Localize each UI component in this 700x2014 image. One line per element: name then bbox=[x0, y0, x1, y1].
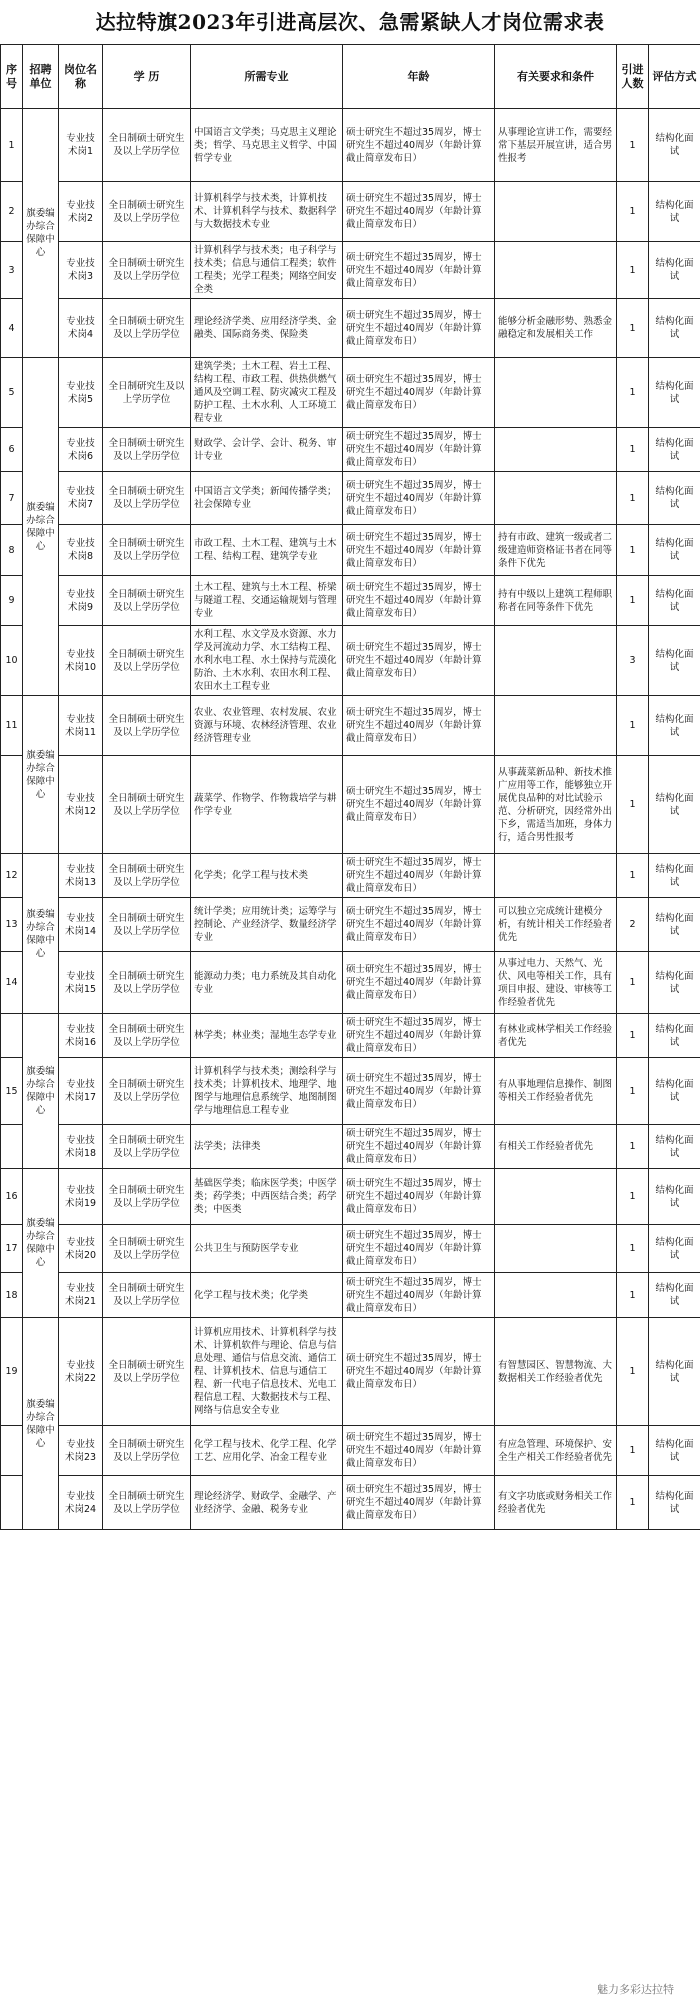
evaluation-method: 结构化面试 bbox=[649, 1169, 700, 1225]
evaluation-method: 结构化面试 bbox=[649, 696, 700, 756]
age-requirement: 硕士研究生不超过35周岁，博士研究生不超过40周岁（年龄计算截止简章发布日） bbox=[343, 952, 495, 1014]
other-requirements: 从事蔬菜新品种、新技术推广应用等工作，能够独立开展优良品种的对比试验示范、分析研究，因经常外出下乡，需适当加班，身体力行，适合男性报考 bbox=[495, 756, 617, 854]
age-requirement: 硕士研究生不超过35周岁，博士研究生不超过40周岁（年龄计算截止简章发布日） bbox=[343, 472, 495, 525]
row-number: 13 bbox=[1, 898, 23, 952]
required-major: 水利工程、水文学及水资源、水力学及河流动力学、水工结构工程、水利水电工程、水土保持与荒漠化防治、土木水利、农田水利工程、农田水土工程专业 bbox=[191, 626, 343, 696]
table-row bbox=[1, 1014, 700, 1058]
table-row bbox=[1, 472, 700, 525]
table-row bbox=[1, 756, 700, 854]
row-number: 4 bbox=[1, 299, 23, 358]
age-requirement: 硕士研究生不超过35周岁，博士研究生不超过40周岁（年龄计算截止简章发布日） bbox=[343, 626, 495, 696]
table-row bbox=[1, 898, 700, 952]
evaluation-method: 结构化面试 bbox=[649, 1125, 700, 1169]
other-requirements bbox=[495, 854, 617, 898]
table-row bbox=[1, 525, 700, 576]
recruiting-unit: 旗委编办综合保障中心 bbox=[23, 109, 59, 358]
table-row bbox=[1, 1273, 700, 1318]
other-requirements bbox=[495, 1225, 617, 1273]
post-name: 专业技术岗7 bbox=[59, 472, 103, 525]
post-name: 专业技术岗18 bbox=[59, 1125, 103, 1169]
required-major: 蔬菜学、作物学、作物栽培学与耕作学专业 bbox=[191, 756, 343, 854]
recruiting-unit: 旗委编办综合保障中心 bbox=[23, 696, 59, 854]
other-requirements: 有从事地理信息操作、制图等相关工作经验者优先 bbox=[495, 1058, 617, 1125]
table-row bbox=[1, 576, 700, 626]
other-requirements bbox=[495, 472, 617, 525]
required-major: 基础医学类；临床医学类；中医学类；药学类；中西医结合类；药学类；中医类 bbox=[191, 1169, 343, 1225]
education-requirement: 全日制硕士研究生及以上学历学位 bbox=[103, 626, 191, 696]
education-requirement: 全日制硕士研究生及以上学历学位 bbox=[103, 1318, 191, 1426]
required-major: 能源动力类；电力系统及其自动化专业 bbox=[191, 952, 343, 1014]
hire-count: 1 bbox=[617, 525, 649, 576]
hire-count: 3 bbox=[617, 626, 649, 696]
recruiting-unit: 旗委编办综合保障中心 bbox=[23, 854, 59, 1014]
education-requirement: 全日制硕士研究生及以上学历学位 bbox=[103, 952, 191, 1014]
row-number: 10 bbox=[1, 626, 23, 696]
hire-count: 1 bbox=[617, 756, 649, 854]
row-number: 16 bbox=[1, 1169, 23, 1225]
required-major: 计算机应用技术、计算机科学与技术、计算机软件与理论、信息与信息处理、通信与信息交流、通信工程、计算机技术、信息与通信工程、新一代电子信息技术、光电工程信息工程、大数据技术与工程、网络与信息安全专业 bbox=[191, 1318, 343, 1426]
hire-count: 1 bbox=[617, 854, 649, 898]
evaluation-method: 结构化面试 bbox=[649, 525, 700, 576]
row-number: 18 bbox=[1, 1273, 23, 1318]
education-requirement: 全日制硕士研究生及以上学历学位 bbox=[103, 1426, 191, 1476]
hire-count: 1 bbox=[617, 1125, 649, 1169]
evaluation-method: 结构化面试 bbox=[649, 242, 700, 299]
age-requirement: 硕士研究生不超过35周岁，博士研究生不超过40周岁（年龄计算截止简章发布日） bbox=[343, 1225, 495, 1273]
row-number bbox=[1, 1476, 23, 1530]
row-number: 12 bbox=[1, 854, 23, 898]
required-major: 建筑学类；土木工程、岩土工程、结构工程、市政工程、供热供燃气通风及空调工程、防灾减灾工程及防护工程、土木水利、人工环境工程专业 bbox=[191, 358, 343, 428]
other-requirements: 从事理论宣讲工作，需要经常下基层开展宣讲，适合男性报考 bbox=[495, 109, 617, 182]
evaluation-method: 结构化面试 bbox=[649, 952, 700, 1014]
table-row bbox=[1, 1169, 700, 1225]
age-requirement: 硕士研究生不超过35周岁，博士研究生不超过40周岁（年龄计算截止简章发布日） bbox=[343, 182, 495, 242]
table-row bbox=[1, 358, 700, 428]
post-name: 专业技术岗2 bbox=[59, 182, 103, 242]
post-name: 专业技术岗10 bbox=[59, 626, 103, 696]
hire-count: 1 bbox=[617, 299, 649, 358]
post-name: 专业技术岗6 bbox=[59, 428, 103, 472]
education-requirement: 全日制硕士研究生及以上学历学位 bbox=[103, 756, 191, 854]
header-post: 岗位名称 bbox=[59, 45, 103, 109]
hire-count: 1 bbox=[617, 182, 649, 242]
evaluation-method: 结构化面试 bbox=[649, 756, 700, 854]
age-requirement: 硕士研究生不超过35周岁，博士研究生不超过40周岁（年龄计算截止简章发布日） bbox=[343, 898, 495, 952]
education-requirement: 全日制硕士研究生及以上学历学位 bbox=[103, 242, 191, 299]
other-requirements: 持有市政、建筑一级或者二级建造师资格证书者在同等条件下优先 bbox=[495, 525, 617, 576]
evaluation-method: 结构化面试 bbox=[649, 898, 700, 952]
hire-count: 2 bbox=[617, 898, 649, 952]
header-no: 序号 bbox=[1, 45, 23, 109]
other-requirements: 有林业或林学相关工作经验者优先 bbox=[495, 1014, 617, 1058]
row-number: 14 bbox=[1, 952, 23, 1014]
header-eval: 评估方式 bbox=[649, 45, 700, 109]
row-number: 15 bbox=[1, 1058, 23, 1125]
hire-count: 1 bbox=[617, 1058, 649, 1125]
recruiting-unit: 旗委编办综合保障中心 bbox=[23, 358, 59, 696]
other-requirements bbox=[495, 1169, 617, 1225]
row-number: 19 bbox=[1, 1318, 23, 1426]
recruiting-unit: 旗委编办综合保障中心 bbox=[23, 1169, 59, 1318]
row-number: 3 bbox=[1, 242, 23, 299]
other-requirements: 从事过电力、天然气、光伏、风电等相关工作，具有项目申报、建设、审核等工作经验者优先 bbox=[495, 952, 617, 1014]
evaluation-method: 结构化面试 bbox=[649, 576, 700, 626]
evaluation-method: 结构化面试 bbox=[649, 1014, 700, 1058]
hire-count: 1 bbox=[617, 1169, 649, 1225]
education-requirement: 全日制硕士研究生及以上学历学位 bbox=[103, 1058, 191, 1125]
age-requirement: 硕士研究生不超过35周岁，博士研究生不超过40周岁（年龄计算截止简章发布日） bbox=[343, 1273, 495, 1318]
table-row bbox=[1, 1476, 700, 1530]
evaluation-method: 结构化面试 bbox=[649, 1058, 700, 1125]
education-requirement: 全日制硕士研究生及以上学历学位 bbox=[103, 428, 191, 472]
row-number: 6 bbox=[1, 428, 23, 472]
age-requirement: 硕士研究生不超过35周岁，博士研究生不超过40周岁（年龄计算截止简章发布日） bbox=[343, 299, 495, 358]
table-row bbox=[1, 952, 700, 1014]
table-row bbox=[1, 1225, 700, 1273]
other-requirements bbox=[495, 626, 617, 696]
other-requirements: 有应急管理、环境保护、安全生产相关工作经验者优先 bbox=[495, 1426, 617, 1476]
age-requirement: 硕士研究生不超过35周岁，博士研究生不超过40周岁（年龄计算截止简章发布日） bbox=[343, 1014, 495, 1058]
hire-count: 1 bbox=[617, 576, 649, 626]
row-number: 17 bbox=[1, 1225, 23, 1273]
row-number bbox=[1, 1125, 23, 1169]
table-row bbox=[1, 1125, 700, 1169]
hire-count: 1 bbox=[617, 242, 649, 299]
post-name: 专业技术岗22 bbox=[59, 1318, 103, 1426]
recruiting-unit: 旗委编办综合保障中心 bbox=[23, 1318, 59, 1530]
required-major: 化学工程与技术类；化学类 bbox=[191, 1273, 343, 1318]
hire-count: 1 bbox=[617, 358, 649, 428]
table-row bbox=[1, 626, 700, 696]
post-name: 专业技术岗12 bbox=[59, 756, 103, 854]
other-requirements bbox=[495, 242, 617, 299]
header-count: 引进人数 bbox=[617, 45, 649, 109]
required-major: 公共卫生与预防医学专业 bbox=[191, 1225, 343, 1273]
row-number: 8 bbox=[1, 525, 23, 576]
required-major: 财政学、会计学、会计、税务、审计专业 bbox=[191, 428, 343, 472]
other-requirements: 有相关工作经验者优先 bbox=[495, 1125, 617, 1169]
row-number: 9 bbox=[1, 576, 23, 626]
required-major: 市政工程、土木工程、建筑与土木工程、结构工程、建筑学专业 bbox=[191, 525, 343, 576]
education-requirement: 全日制硕士研究生及以上学历学位 bbox=[103, 1169, 191, 1225]
header-age: 年龄 bbox=[343, 45, 495, 109]
evaluation-method: 结构化面试 bbox=[649, 626, 700, 696]
row-number: 5 bbox=[1, 358, 23, 428]
hire-count: 1 bbox=[617, 1476, 649, 1530]
post-name: 专业技术岗23 bbox=[59, 1426, 103, 1476]
header-major: 所需专业 bbox=[191, 45, 343, 109]
hire-count: 1 bbox=[617, 472, 649, 525]
row-number: 7 bbox=[1, 472, 23, 525]
education-requirement: 全日制硕士研究生及以上学历学位 bbox=[103, 898, 191, 952]
table-row bbox=[1, 696, 700, 756]
evaluation-method: 结构化面试 bbox=[649, 299, 700, 358]
row-number bbox=[1, 1014, 23, 1058]
row-number bbox=[1, 756, 23, 854]
required-major: 中国语言文学类；新闻传播学类；社会保障专业 bbox=[191, 472, 343, 525]
post-name: 专业技术岗4 bbox=[59, 299, 103, 358]
age-requirement: 硕士研究生不超过35周岁，博士研究生不超过40周岁（年龄计算截止简章发布日） bbox=[343, 1476, 495, 1530]
post-name: 专业技术岗21 bbox=[59, 1273, 103, 1318]
age-requirement: 硕士研究生不超过35周岁，博士研究生不超过40周岁（年龄计算截止简章发布日） bbox=[343, 696, 495, 756]
age-requirement: 硕士研究生不超过35周岁，博士研究生不超过40周岁（年龄计算截止简章发布日） bbox=[343, 576, 495, 626]
required-major: 化学类；化学工程与技术类 bbox=[191, 854, 343, 898]
row-number: 2 bbox=[1, 182, 23, 242]
hire-count: 1 bbox=[617, 1225, 649, 1273]
education-requirement: 全日制硕士研究生及以上学历学位 bbox=[103, 109, 191, 182]
required-major: 法学类；法律类 bbox=[191, 1125, 343, 1169]
evaluation-method: 结构化面试 bbox=[649, 1318, 700, 1426]
education-requirement: 全日制硕士研究生及以上学历学位 bbox=[103, 854, 191, 898]
table-body bbox=[1, 109, 700, 1530]
education-requirement: 全日制硕士研究生及以上学历学位 bbox=[103, 299, 191, 358]
other-requirements bbox=[495, 1273, 617, 1318]
required-major: 理论经济学、财政学、金融学、产业经济学、金融、税务专业 bbox=[191, 1476, 343, 1530]
table-row bbox=[1, 109, 700, 182]
hire-count: 1 bbox=[617, 1426, 649, 1476]
post-name: 专业技术岗5 bbox=[59, 358, 103, 428]
required-major: 计算机科学与技术类，计算机技术、计算机科学与技术、数据科学与大数据技术专业 bbox=[191, 182, 343, 242]
hire-count: 1 bbox=[617, 1014, 649, 1058]
other-requirements: 有文字功底或财务相关工作经验者优先 bbox=[495, 1476, 617, 1530]
evaluation-method: 结构化面试 bbox=[649, 1273, 700, 1318]
age-requirement: 硕士研究生不超过35周岁，博士研究生不超过40周岁（年龄计算截止简章发布日） bbox=[343, 1426, 495, 1476]
post-name: 专业技术岗24 bbox=[59, 1476, 103, 1530]
age-requirement: 硕士研究生不超过35周岁，博士研究生不超过40周岁（年龄计算截止简章发布日） bbox=[343, 1169, 495, 1225]
header-req: 有关要求和条件 bbox=[495, 45, 617, 109]
other-requirements: 可以独立完成统计建模分析，有统计相关工作经验者优先 bbox=[495, 898, 617, 952]
watermark: 魅力多彩达拉特 bbox=[593, 1980, 678, 1998]
education-requirement: 全日制硕士研究生及以上学历学位 bbox=[103, 472, 191, 525]
table-row bbox=[1, 242, 700, 299]
row-number bbox=[1, 1426, 23, 1476]
evaluation-method: 结构化面试 bbox=[649, 109, 700, 182]
table-row bbox=[1, 1318, 700, 1426]
evaluation-method: 结构化面试 bbox=[649, 1426, 700, 1476]
education-requirement: 全日制硕士研究生及以上学历学位 bbox=[103, 1014, 191, 1058]
post-name: 专业技术岗17 bbox=[59, 1058, 103, 1125]
age-requirement: 硕士研究生不超过35周岁，博士研究生不超过40周岁（年龄计算截止简章发布日） bbox=[343, 1318, 495, 1426]
row-number: 11 bbox=[1, 696, 23, 756]
post-name: 专业技术岗19 bbox=[59, 1169, 103, 1225]
other-requirements bbox=[495, 358, 617, 428]
table-row bbox=[1, 182, 700, 242]
age-requirement: 硕士研究生不超过35周岁，博士研究生不超过40周岁（年龄计算截止简章发布日） bbox=[343, 428, 495, 472]
post-name: 专业技术岗1 bbox=[59, 109, 103, 182]
other-requirements: 持有中级以上建筑工程师职称者在同等条件下优先 bbox=[495, 576, 617, 626]
post-name: 专业技术岗9 bbox=[59, 576, 103, 626]
table-row bbox=[1, 1058, 700, 1125]
age-requirement: 硕士研究生不超过35周岁，博士研究生不超过40周岁（年龄计算截止简章发布日） bbox=[343, 756, 495, 854]
post-name: 专业技术岗3 bbox=[59, 242, 103, 299]
other-requirements bbox=[495, 428, 617, 472]
age-requirement: 硕士研究生不超过35周岁，博士研究生不超过40周岁（年龄计算截止简章发布日） bbox=[343, 1058, 495, 1125]
required-major: 土木工程、建筑与土木工程、桥梁与隧道工程、交通运输规划与管理专业 bbox=[191, 576, 343, 626]
education-requirement: 全日制硕士研究生及以上学历学位 bbox=[103, 1273, 191, 1318]
table-row bbox=[1, 299, 700, 358]
required-major: 统计学类；应用统计类；运筹学与控制论、产业经济学、数量经济学专业 bbox=[191, 898, 343, 952]
required-major: 化学工程与技术、化学工程、化学工艺、应用化学、冶金工程专业 bbox=[191, 1426, 343, 1476]
evaluation-method: 结构化面试 bbox=[649, 1476, 700, 1530]
required-major: 中国语言文学类；马克思主义理论类；哲学、马克思主义哲学、中国哲学专业 bbox=[191, 109, 343, 182]
post-name: 专业技术岗14 bbox=[59, 898, 103, 952]
education-requirement: 全日制硕士研究生及以上学历学位 bbox=[103, 1225, 191, 1273]
age-requirement: 硕士研究生不超过35周岁，博士研究生不超过40周岁（年龄计算截止简章发布日） bbox=[343, 1125, 495, 1169]
age-requirement: 硕士研究生不超过35周岁，博士研究生不超过40周岁（年龄计算截止简章发布日） bbox=[343, 854, 495, 898]
education-requirement: 全日制硕士研究生及以上学历学位 bbox=[103, 1125, 191, 1169]
evaluation-method: 结构化面试 bbox=[649, 428, 700, 472]
evaluation-method: 结构化面试 bbox=[649, 1225, 700, 1273]
hire-count: 1 bbox=[617, 428, 649, 472]
required-major: 林学类；林业类；湿地生态学专业 bbox=[191, 1014, 343, 1058]
post-name: 专业技术岗11 bbox=[59, 696, 103, 756]
evaluation-method: 结构化面试 bbox=[649, 358, 700, 428]
table-row bbox=[1, 854, 700, 898]
age-requirement: 硕士研究生不超过35周岁，博士研究生不超过40周岁（年龄计算截止简章发布日） bbox=[343, 358, 495, 428]
post-name: 专业技术岗16 bbox=[59, 1014, 103, 1058]
required-major: 理论经济学类、应用经济学类、金融类、国际商务类、保险类 bbox=[191, 299, 343, 358]
age-requirement: 硕士研究生不超过35周岁，博士研究生不超过40周岁（年龄计算截止简章发布日） bbox=[343, 525, 495, 576]
education-requirement: 全日制硕士研究生及以上学历学位 bbox=[103, 182, 191, 242]
header-unit: 招聘单位 bbox=[23, 45, 59, 109]
evaluation-method: 结构化面试 bbox=[649, 182, 700, 242]
education-requirement: 全日制硕士研究生及以上学历学位 bbox=[103, 525, 191, 576]
other-requirements: 能够分析金融形势、熟悉金融稳定和发展相关工作 bbox=[495, 299, 617, 358]
post-name: 专业技术岗8 bbox=[59, 525, 103, 576]
other-requirements: 有智慧园区、智慧物流、大数据相关工作经验者优先 bbox=[495, 1318, 617, 1426]
hire-count: 1 bbox=[617, 952, 649, 1014]
page-title: 达拉特旗2023年引进高层次、急需紧缺人才岗位需求表 bbox=[95, 10, 605, 34]
table-row bbox=[1, 1426, 700, 1476]
post-name: 专业技术岗13 bbox=[59, 854, 103, 898]
education-requirement: 全日制硕士研究生及以上学历学位 bbox=[103, 1476, 191, 1530]
required-major: 计算机科学与技术类；测绘科学与技术类；计算机技术、地理学、地图学与地理信息系统学、地图制图学与地理信息工程专业 bbox=[191, 1058, 343, 1125]
other-requirements bbox=[495, 696, 617, 756]
post-name: 专业技术岗15 bbox=[59, 952, 103, 1014]
hire-count: 1 bbox=[617, 696, 649, 756]
education-requirement: 全日制研究生及以上学历学位 bbox=[103, 358, 191, 428]
hire-count: 1 bbox=[617, 109, 649, 182]
job-requirements-table bbox=[0, 44, 700, 1530]
education-requirement: 全日制硕士研究生及以上学历学位 bbox=[103, 576, 191, 626]
table-row bbox=[1, 428, 700, 472]
recruiting-unit: 旗委编办综合保障中心 bbox=[23, 1014, 59, 1169]
row-number: 1 bbox=[1, 109, 23, 182]
hire-count: 1 bbox=[617, 1318, 649, 1426]
required-major: 农业、农业管理、农村发展、农业资源与环境、农林经济管理、农业经济管理专业 bbox=[191, 696, 343, 756]
hire-count: 1 bbox=[617, 1273, 649, 1318]
table-header-row bbox=[1, 45, 700, 109]
evaluation-method: 结构化面试 bbox=[649, 472, 700, 525]
required-major: 计算机科学与技术类；电子科学与技术类；信息与通信工程类；软件工程类；光学工程类；网络空间安全类 bbox=[191, 242, 343, 299]
age-requirement: 硕士研究生不超过35周岁，博士研究生不超过40周岁（年龄计算截止简章发布日） bbox=[343, 242, 495, 299]
other-requirements bbox=[495, 182, 617, 242]
header-edu: 学 历 bbox=[103, 45, 191, 109]
education-requirement: 全日制硕士研究生及以上学历学位 bbox=[103, 696, 191, 756]
evaluation-method: 结构化面试 bbox=[649, 854, 700, 898]
post-name: 专业技术岗20 bbox=[59, 1225, 103, 1273]
age-requirement: 硕士研究生不超过35周岁，博士研究生不超过40周岁（年龄计算截止简章发布日） bbox=[343, 109, 495, 182]
